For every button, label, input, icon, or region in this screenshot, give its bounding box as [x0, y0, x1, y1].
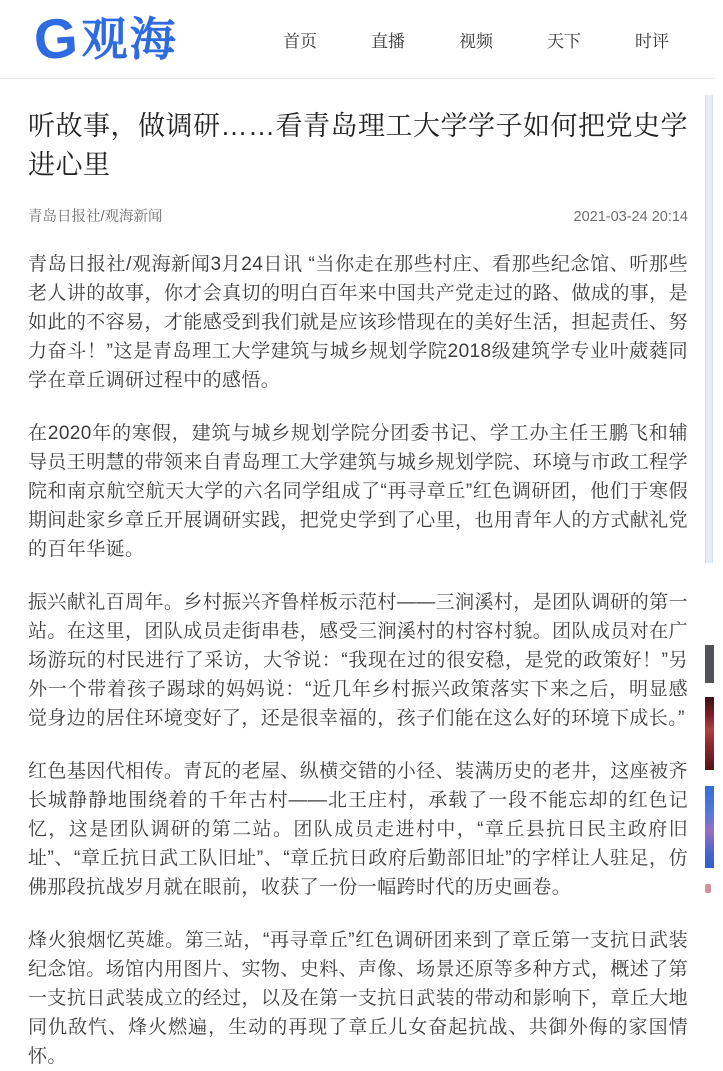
article-paragraph: 振兴献礼百周年。乡村振兴齐鲁样板示范村——三涧溪村，是团队调研的第一站。在这里，团队成员走街串巷，感受三涧溪村的村容村貌。团队成员对在广场游玩的村民进行了采访，大爷说：“我现在过的很安稳，是党的政策好！”另外一个带着孩子踢球的妈妈说：“近几年乡村振兴政策落实下来之后，明显感觉身边的居住环境变好了，还是很幸福的，孩子们能在这么好的环境下成长。” — [28, 592, 688, 729]
article-paragraph: 在2020年的寒假，建筑与城乡规划学院分团委书记、学工办主任王鹏飞和辅导员王明慧的带领来自青岛理工大学建筑与城乡规划学院、环境与市政工程学院和南京航空航天大学的六名同学组成了“再寻章丘”红色调研团，他们于寒假期间赴家乡章丘开展调研实践，把党史学到了心里，也用青年人的方式献礼党的百年华诞。 — [28, 423, 688, 560]
nav-item-world[interactable]: 天下 — [547, 31, 581, 51]
right-edge-strip — [705, 95, 713, 563]
logo-wordmark: 观海 — [81, 13, 178, 65]
logo-g-icon: G — [31, 5, 78, 72]
article-paragraph: 红色基因代相传。青瓦的老屋、纵横交错的小径、装满历史的老井，这座被齐长城静静地围绕着的千年古村——北王庄村，承载了一段不能忘却的红色记忆，这是团队调研的第二站。团队成员走进村中，“章丘县抗日民主政府旧址”、“章丘抗日武工队旧址”、“章丘抗日政府后勤部旧址”的字样让人驻足，仿佛那段抗战岁月就在眼前，收获了一份一幅跨时代的历史画卷。 — [28, 761, 688, 898]
article-paragraph: 青岛日报社/观海新闻3月24日讯 “当你走在那些村庄、看那些纪念馆、听那些老人讲的故事，你才会真切的明白百年来中国共产党走过的路、做成的事，是如此的不容易，才能感受到我们就是应该珍惜现在的美好生活，担起责任、努力奋斗！”这是青岛理工大学建筑与城乡规划学院2018级建筑学专业叶葳蕤同学在章丘调研过程中的感悟。 — [28, 254, 688, 391]
site-logo[interactable] — [31, 5, 178, 72]
article-meta — [28, 205, 688, 226]
clipped-image-sliver-dark — [705, 645, 714, 683]
clipped-image-sliver-red — [705, 697, 714, 770]
nav-item-home[interactable]: 首页 — [283, 31, 317, 51]
nav-item-video[interactable]: 视频 — [459, 31, 493, 51]
clipped-image-sliver-blue — [705, 786, 714, 868]
main-nav — [283, 0, 723, 78]
article — [0, 79, 714, 1071]
clipped-image-sliver-pink — [705, 884, 711, 893]
site-header — [0, 0, 714, 79]
nav-item-commentary[interactable]: 时评 — [635, 31, 669, 51]
article-title: 听故事，做调研……看青岛理工大学学子如何把党史学进心里 — [28, 111, 688, 180]
article-body — [28, 250, 688, 1071]
article-datetime: 2021-03-24 20:14 — [573, 209, 688, 225]
article-source: 青岛日报社/观海新闻 — [28, 209, 163, 225]
nav-item-live[interactable]: 直播 — [371, 31, 405, 51]
article-paragraph: 烽火狼烟忆英雄。第三站，“再寻章丘”红色调研团来到了章丘第一支抗日武装纪念馆。场馆内用图片、实物、史料、声像、场景还原等多种方式，概述了第一支抗日武装成立的经过，以及在第一支抗日武装的带动和影响下，章丘大地同仇敌忾、烽火燃遍，生动的再现了章丘儿女奋起抗战、共御外侮的家国情怀。 — [28, 930, 688, 1067]
